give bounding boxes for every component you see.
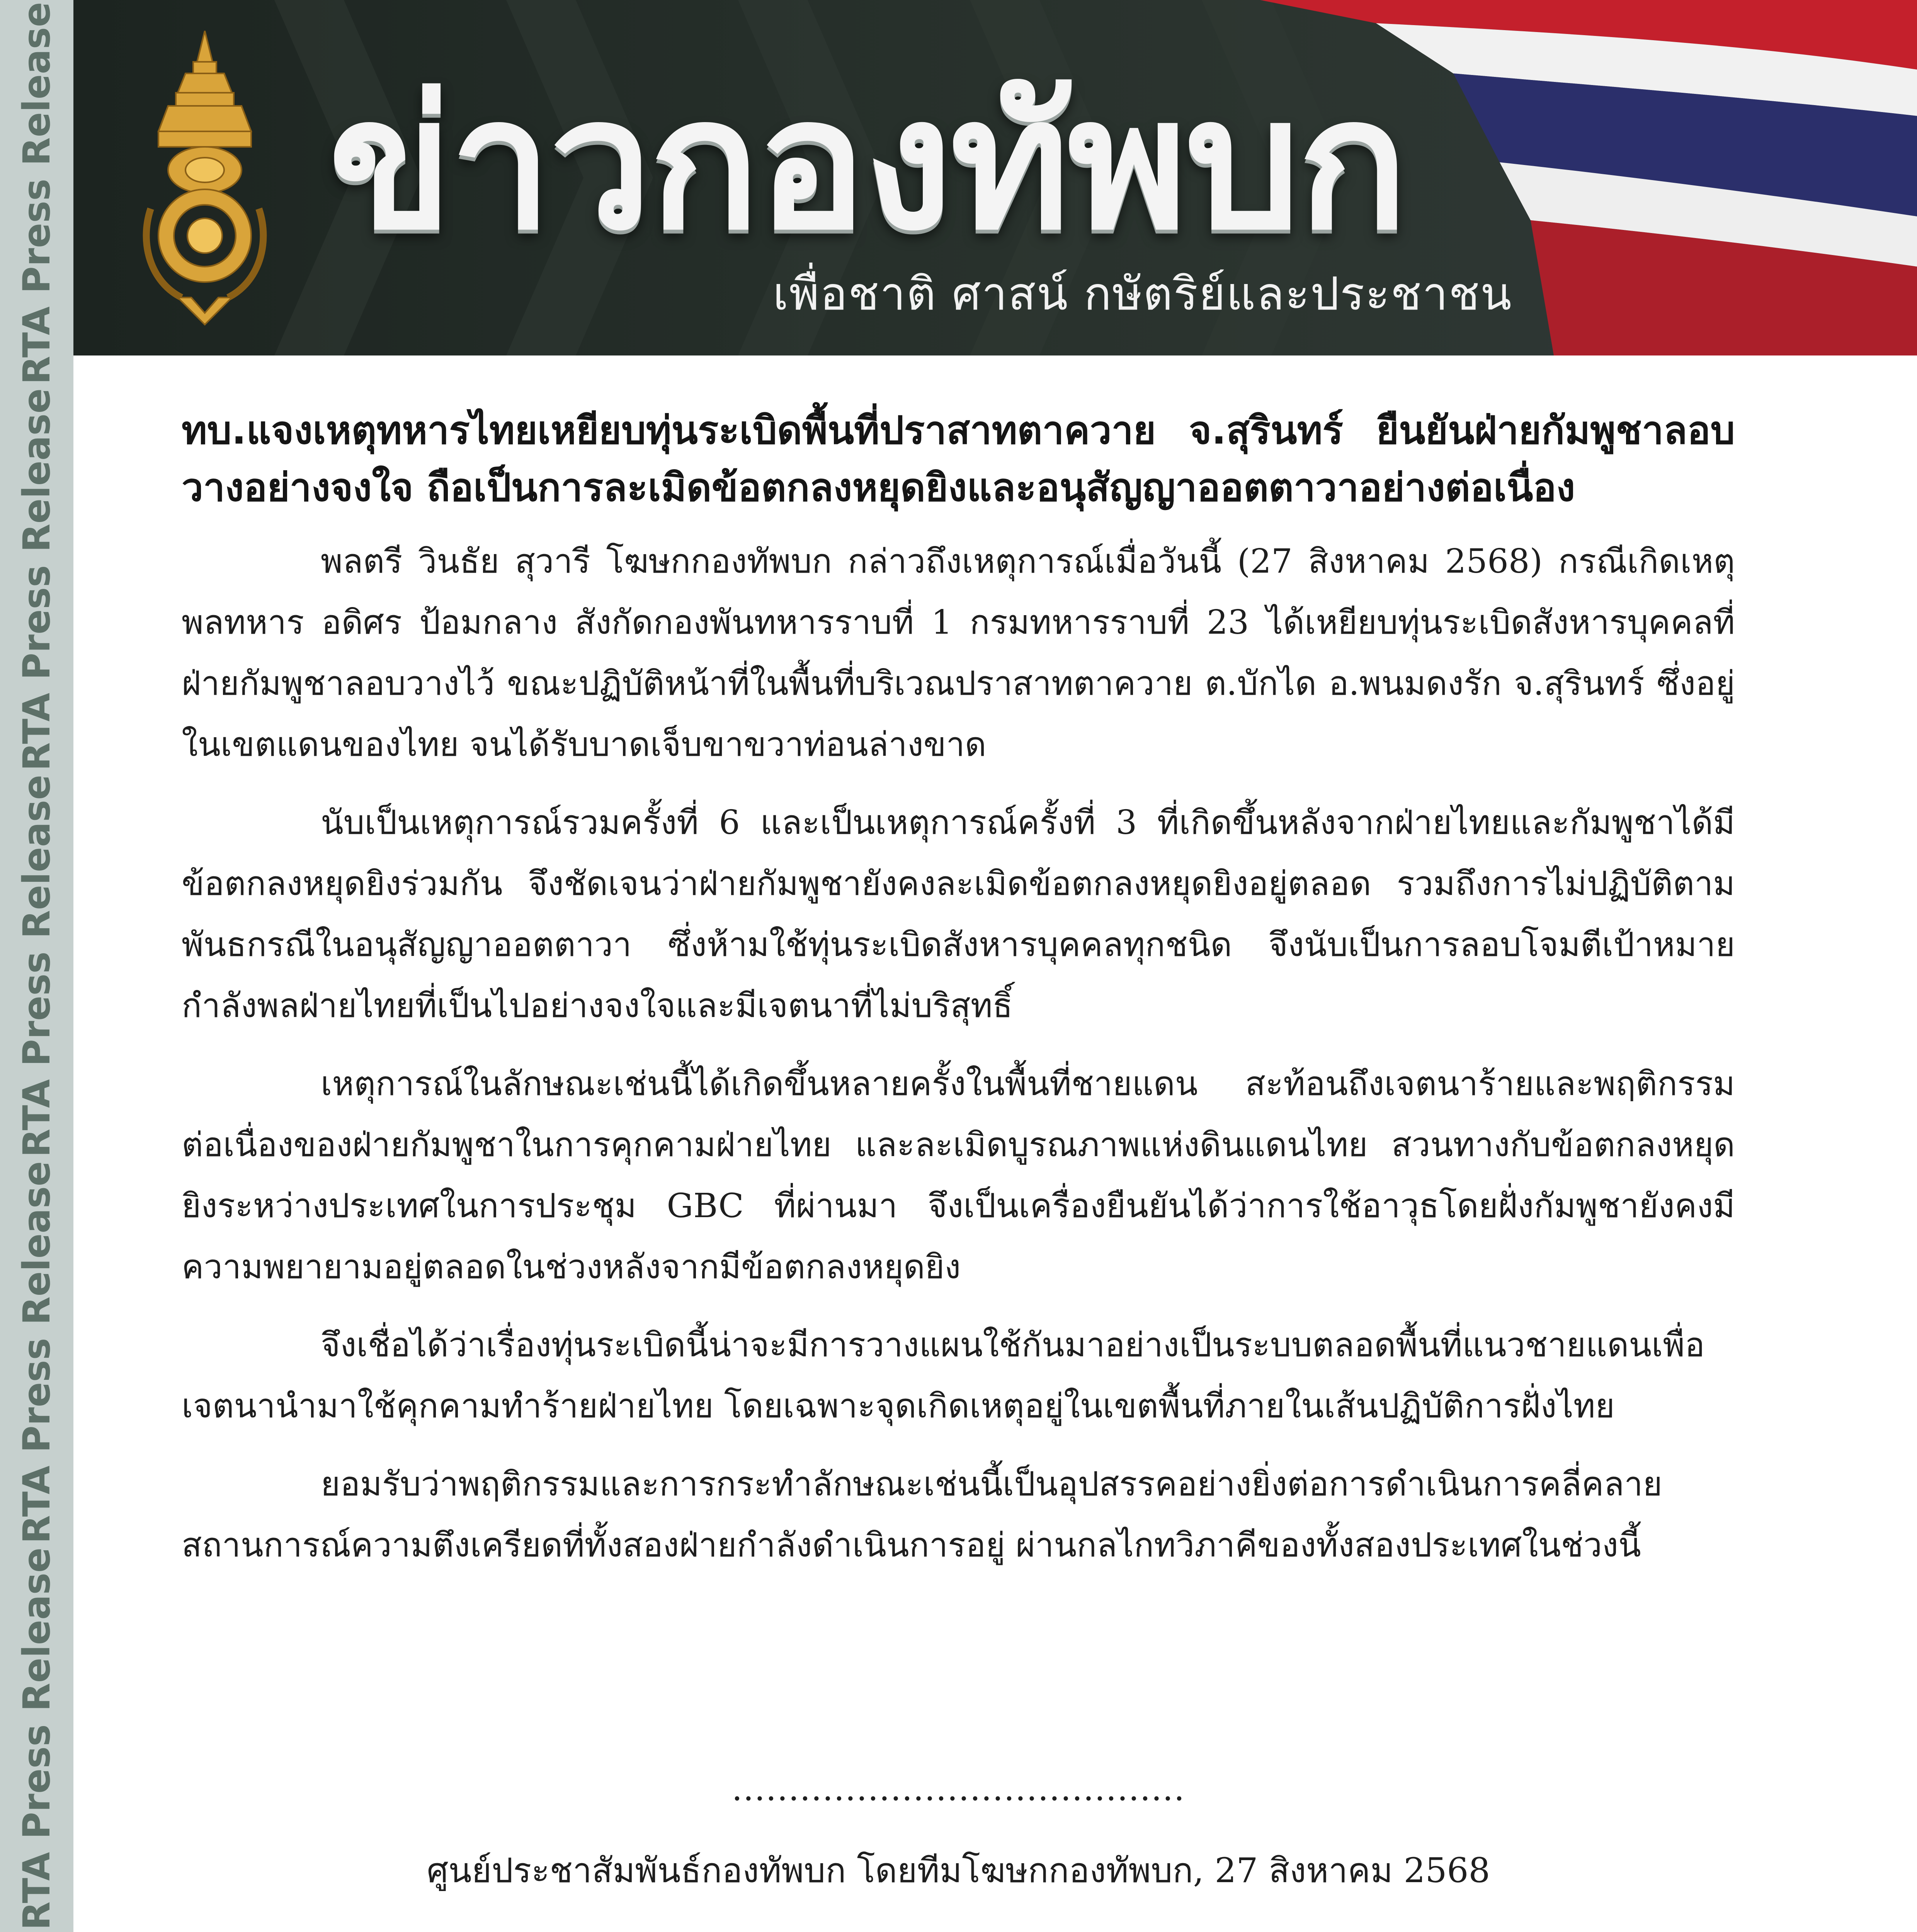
headline: ทบ.แจงเหตุทหารไทยเหยียบทุ่นระเบิดพื้นที่ปราสาทตาควาย จ.สุรินทร์ ยืนยันฝ่ายกัมพูชาลอบวางอย่างจงใจ ถือเป็นการละเมิดข้อตกลงหยุดยิงและอนุสัญญาออตตาวาอย่างต่อเนื่อง <box>182 408 1735 510</box>
separator-dots: ........................................ <box>731 1770 1186 1808</box>
masthead-motto: เพื่อชาติ ศาสน์ กษัตริย์และประชาชน <box>773 267 1512 320</box>
masthead-banner <box>73 0 1917 355</box>
paragraph: นับเป็นเหตุการณ์รวมครั้งที่ 6 และเป็นเหตุการณ์ครั้งที่ 3 ที่เกิดขึ้นหลังจากฝ่ายไทยและกัมพูชาได้มีข้อตกลงหยุดยิงร่วมกัน จึงชัดเจนว่าฝ่ายกัมพูชายังคงละเมิดข้อตกลงหยุดยิงอยู่ตลอด รวมถึงการไม่ปฏิบัติตามพันธกรณีในอนุสัญญาออตตาวา ซึ่งห้ามใช้ทุ่นระเบิดสังหารบุคคลทุกชนิด จึงนับเป็นการลอบโจมตีเป้าหมายกำลังพลฝ่ายไทยที่เป็นไปอย่างจงใจและมีเจตนาที่ไม่บริสุทธิ์ <box>182 803 1735 1025</box>
signoff: ศูนย์ประชาสัมพันธ์กองทัพบก โดยทีมโฆษกกองทัพบก, 27 สิงหาคม 2568 <box>427 1850 1490 1890</box>
side-strip: RTA Press Release RTA Press Release RTA Press Release RTA Press Release RTA Press Release <box>0 0 73 1932</box>
paragraph: จึงเชื่อได้ว่าเรื่องทุ่นระเบิดนี้น่าจะมีการวางแผนใช้กันมาอย่างเป็นระบบตลอดพื้นที่แนวชายแดนเพื่อเจตนานำมาใช้คุกคามทำร้ายฝ่ายไทย โดยเฉพาะจุดเกิดเหตุอยู่ในเขตพื้นที่ภายในเส้นปฏิบัติการฝั่งไทย <box>182 1326 1705 1425</box>
press-release-article <box>182 402 1735 1593</box>
royal-thai-army-emblem-icon <box>135 27 274 328</box>
masthead-title: ข่าวกองทัพบก <box>328 58 1406 270</box>
paragraph: พลตรี วินธัย สุวารี โฆษกกองทัพบก กล่าวถึงเหตุการณ์เมื่อวันนี้ (27 สิงหาคม 2568) กรณีเกิดเหตุพลทหาร อดิศร ป้อมกลาง สังกัดกองพันทหารราบที่ 1 กรมทหารราบที่ 23 ได้เหยียบทุ่นระเบิดสังหารบุคคลที่ฝ่ายกัมพูชาลอบวางไว้ ขณะปฏิบัติหน้าที่ในพื้นที่บริเวณปราสาทตาควาย ต.บักได อ.พนมดงรัก จ.สุรินทร์ ซึ่งอยู่ในเขตแดนของไทย จนได้รับบาดเจ็บขาขวาท่อนล่างขาด <box>182 542 1735 764</box>
paragraph: ยอมรับว่าพฤติกรรมและการกระทำลักษณะเช่นนี้เป็นอุปสรรคอย่างยิ่งต่อการดำเนินการคลี่คลายสถานการณ์ความตึงเครียดที่ทั้งสองฝ่ายกำลังดำเนินการอยู่ ผ่านกลไกทวิภาคีของทั้งสองประเทศในช่วงนี้ <box>182 1465 1662 1565</box>
paragraph: เหตุการณ์ในลักษณะเช่นนี้ได้เกิดขึ้นหลายครั้งในพื้นที่ชายแดน สะท้อนถึงเจตนาร้ายและพฤติกรรมต่อเนื่องของฝ่ายกัมพูชาในการคุกคามฝ่ายไทย และละเมิดบูรณภาพแห่งดินแดนไทย สวนทางกับข้อตกลงหยุดยิงระหว่างประเทศในการประชุม GBC ที่ผ่านมา จึงเป็นเครื่องยืนยันได้ว่าการใช้อาวุธโดยฝั่งกัมพูชายังคงมีความพยายามอยู่ตลอดในช่วงหลังจากมีข้อตกลงหยุดยิง <box>182 1065 1735 1286</box>
